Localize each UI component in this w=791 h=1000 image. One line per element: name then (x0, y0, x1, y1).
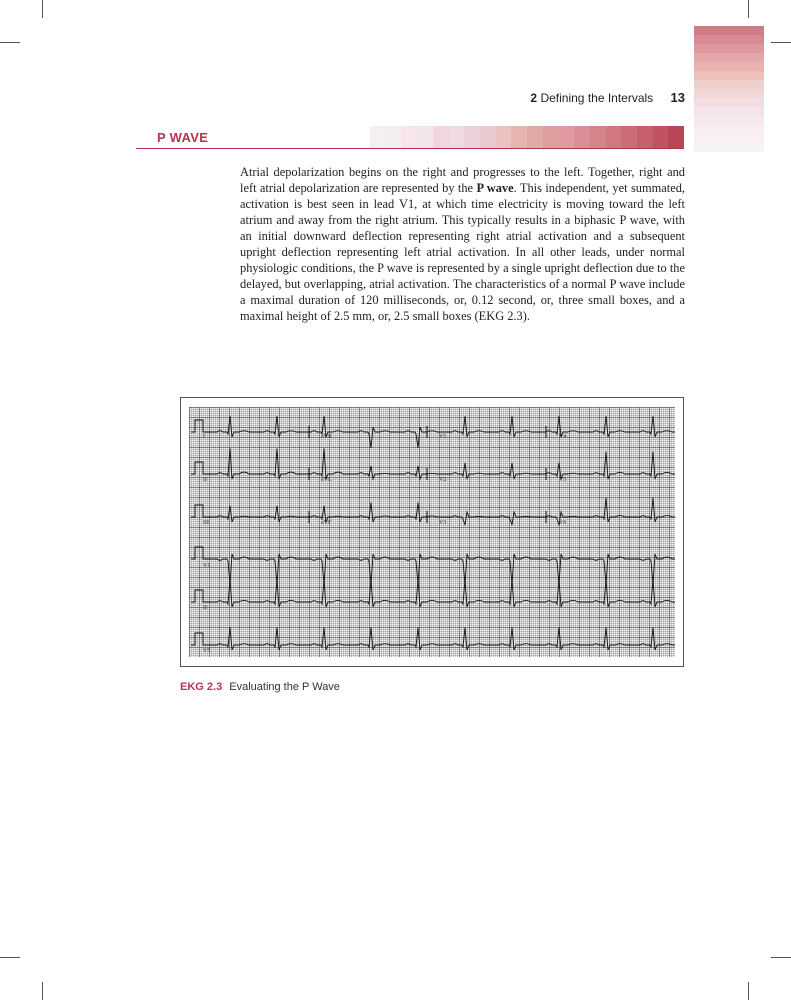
figure-caption (180, 681, 340, 693)
page-number: 13 (670, 90, 685, 105)
chapter-title: Defining the Intervals (540, 91, 654, 105)
crop-mark-top-right-v (748, 0, 749, 18)
section-title: P WAVE (157, 130, 209, 145)
lead-label-V3: V3 (439, 520, 447, 526)
chapter-number: 2 (530, 91, 538, 105)
section-header-gradient (370, 126, 684, 148)
lead-label-aVR: aVR (321, 434, 332, 440)
ekg-trace-row-4 (191, 547, 675, 585)
lead-label-V2: V2 (439, 477, 447, 483)
lead-label-III: III (203, 520, 209, 526)
lead-label-V4: V4 (559, 434, 567, 440)
ekg-trace-row-3 (191, 498, 675, 525)
lead-label-V6: V6 (559, 520, 567, 526)
ekg-tracing (189, 407, 675, 657)
ekg-trace-row-2 (191, 448, 675, 479)
caption-text: Evaluating the P Wave (229, 681, 340, 693)
body-bold-term: P wave (476, 181, 514, 195)
lead-label-II: II (203, 477, 207, 483)
lead-label-rhythm-II: II (203, 605, 207, 611)
crop-mark-bottom-right-h (771, 957, 791, 958)
crop-mark-top-left-v (42, 0, 43, 18)
ekg-figure (180, 397, 684, 667)
crop-mark-bottom-left-h (0, 957, 20, 958)
lead-label-I: I (203, 434, 205, 440)
caption-number: EKG 2.3 (180, 681, 223, 693)
running-head (530, 90, 685, 105)
section-rule (136, 148, 684, 149)
lead-label-rhythm-V1: V1 (203, 563, 211, 569)
crop-mark-top-left-h (0, 42, 20, 43)
crop-mark-top-right-h (771, 42, 791, 43)
chapter-thumb-tab (694, 26, 764, 152)
ekg-trace-row-6 (191, 627, 675, 650)
ekg-trace-row-1 (191, 416, 675, 448)
body-text-part2: . This independent, yet summated, activation is best seen in lead V1, at which time electricity is moving toward the left atrium and away from the right atrium. This typically results in a biphasic P wave, with an initial downward deflection representing right atrial activation and a subsequent upright deflection representing left atrial activation. In all other leads, under normal physiologic conditions, the P wave is represented by a single upright deflection due to the delayed, but overlapping, atrial activation. The characteristics of a normal P wave include a maximal duration of 120 milliseconds, or, 0.12 second, or, three small boxes, and a maximal height of 2.5 mm, or, 2.5 small boxes (EKG 2.3). (240, 181, 685, 323)
lead-label-aVL: aVL (321, 477, 332, 483)
lead-label-V1: V1 (439, 434, 447, 440)
crop-mark-bottom-left-v (42, 982, 43, 1000)
lead-label-aVF: aVF (321, 520, 332, 526)
ekg-trace-row-5 (191, 580, 675, 607)
crop-mark-bottom-right-v (748, 982, 749, 1000)
body-paragraph (240, 164, 685, 324)
lead-label-rhythm-V5: V5 (203, 648, 211, 654)
lead-label-V5: V5 (559, 477, 567, 483)
ekg-traces (191, 416, 675, 650)
body-text-part1: Atrial depolarization begins on the right and progresses to the left. Together, right and left atrial depolarization are represented by the (240, 165, 685, 195)
